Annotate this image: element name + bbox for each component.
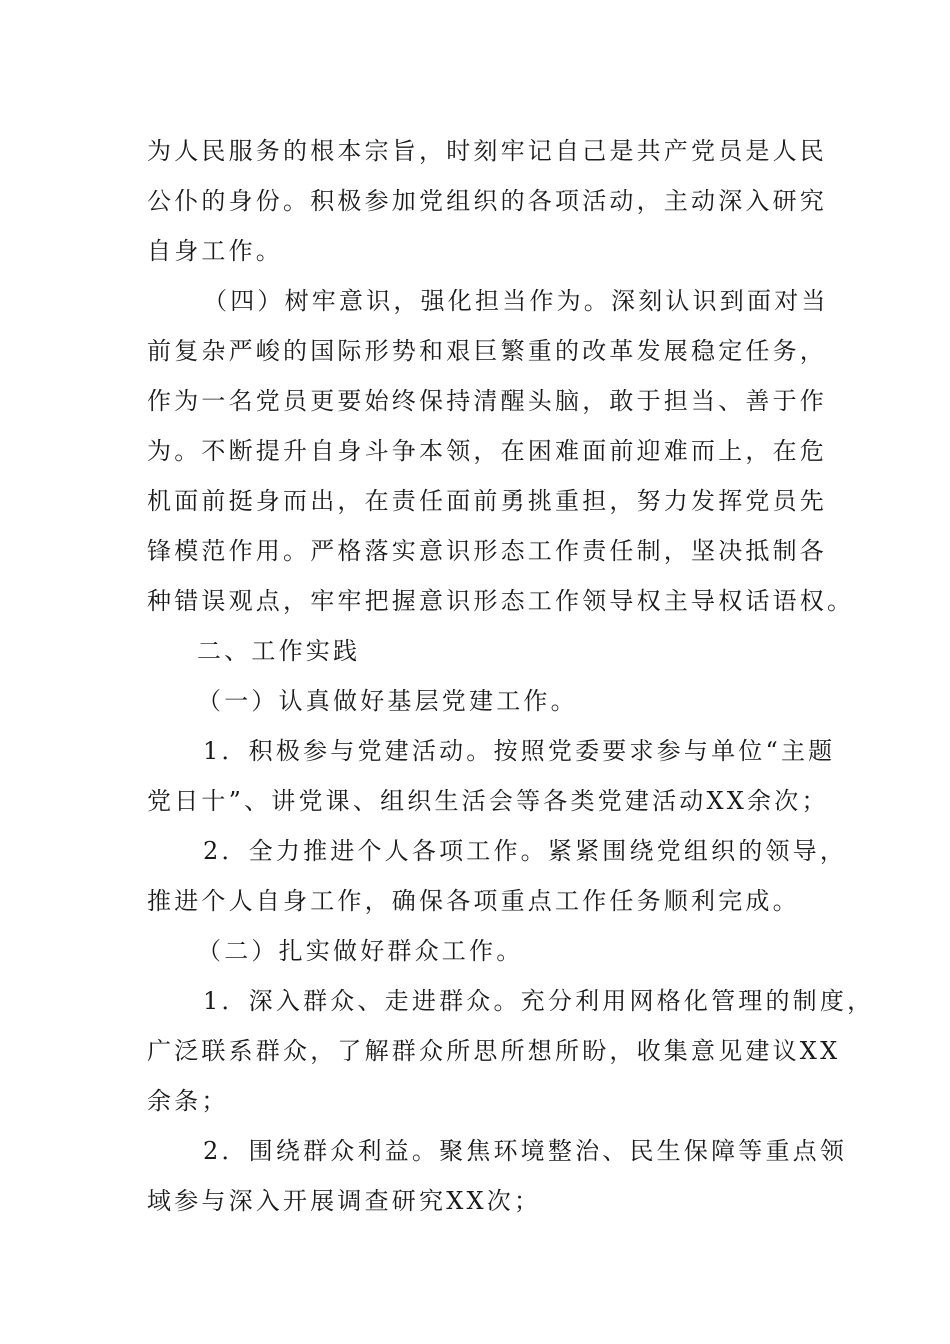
paragraph-line: 域参与深入开展调查研究XX次； xyxy=(147,1187,542,1215)
section-heading-2: （二）扎实做好群众工作。 xyxy=(197,937,524,965)
paragraph-line: 为。不断提升自身斗争本领，在困难面前迎难而上，在危 xyxy=(147,437,827,465)
list-item-line: 1．积极参与党建活动。按照党委要求参与单位“主题 xyxy=(203,737,836,765)
list-item-line: 2．全力推进个人各项工作。紧紧围绕党组织的领导， xyxy=(203,837,848,865)
paragraph-line: 党日十”、讲党课、组织生活会等各类党建活动XX余次； xyxy=(147,787,829,815)
paragraph-line: 锋模范作用。严格落实意识形态工作责任制，坚决抵制各 xyxy=(147,537,827,565)
document-body xyxy=(147,126,875,1226)
paragraph-line: 广泛联系群众，了解群众所思所想所盼，收集意见建议XX xyxy=(147,1037,841,1065)
paragraph-line: 公仆的身份。积极参加党组织的各项活动，主动深入研究 xyxy=(147,187,827,215)
paragraph-line: 作为一名党员更要始终保持清醒头脑，敢于担当、善于作 xyxy=(147,387,827,415)
section-heading-1: （一）认真做好基层党建工作。 xyxy=(197,687,578,715)
paragraph-line: 种错误观点，牢牢把握意识形态工作领导权主导权话语权。 xyxy=(147,587,855,615)
paragraph-line: 自身工作。 xyxy=(147,237,283,265)
list-item-line: 2．围绕群众利益。聚焦环境整治、民生保障等重点领 xyxy=(203,1137,848,1165)
paragraph-line: 余条； xyxy=(147,1087,229,1115)
paragraph-line: 前复杂严峻的国际形势和艰巨繁重的改革发展稳定任务， xyxy=(147,337,827,365)
list-item-line: 1．深入群众、走进群众。充分利用网格化管理的制度， xyxy=(203,987,875,1015)
paragraph-line: 机面前挺身而出，在责任面前勇挑重担，努力发挥党员先 xyxy=(147,487,827,515)
paragraph-line: 为人民服务的根本宗旨，时刻牢记自己是共产党员是人民 xyxy=(147,137,827,165)
chapter-heading: 二、工作实践 xyxy=(197,637,361,665)
paragraph-line: 推进个人自身工作，确保各项重点工作任务顺利完成。 xyxy=(147,887,800,915)
section-heading-4: （四）树牢意识，强化担当作为。深刻认识到面对当 xyxy=(203,287,829,315)
